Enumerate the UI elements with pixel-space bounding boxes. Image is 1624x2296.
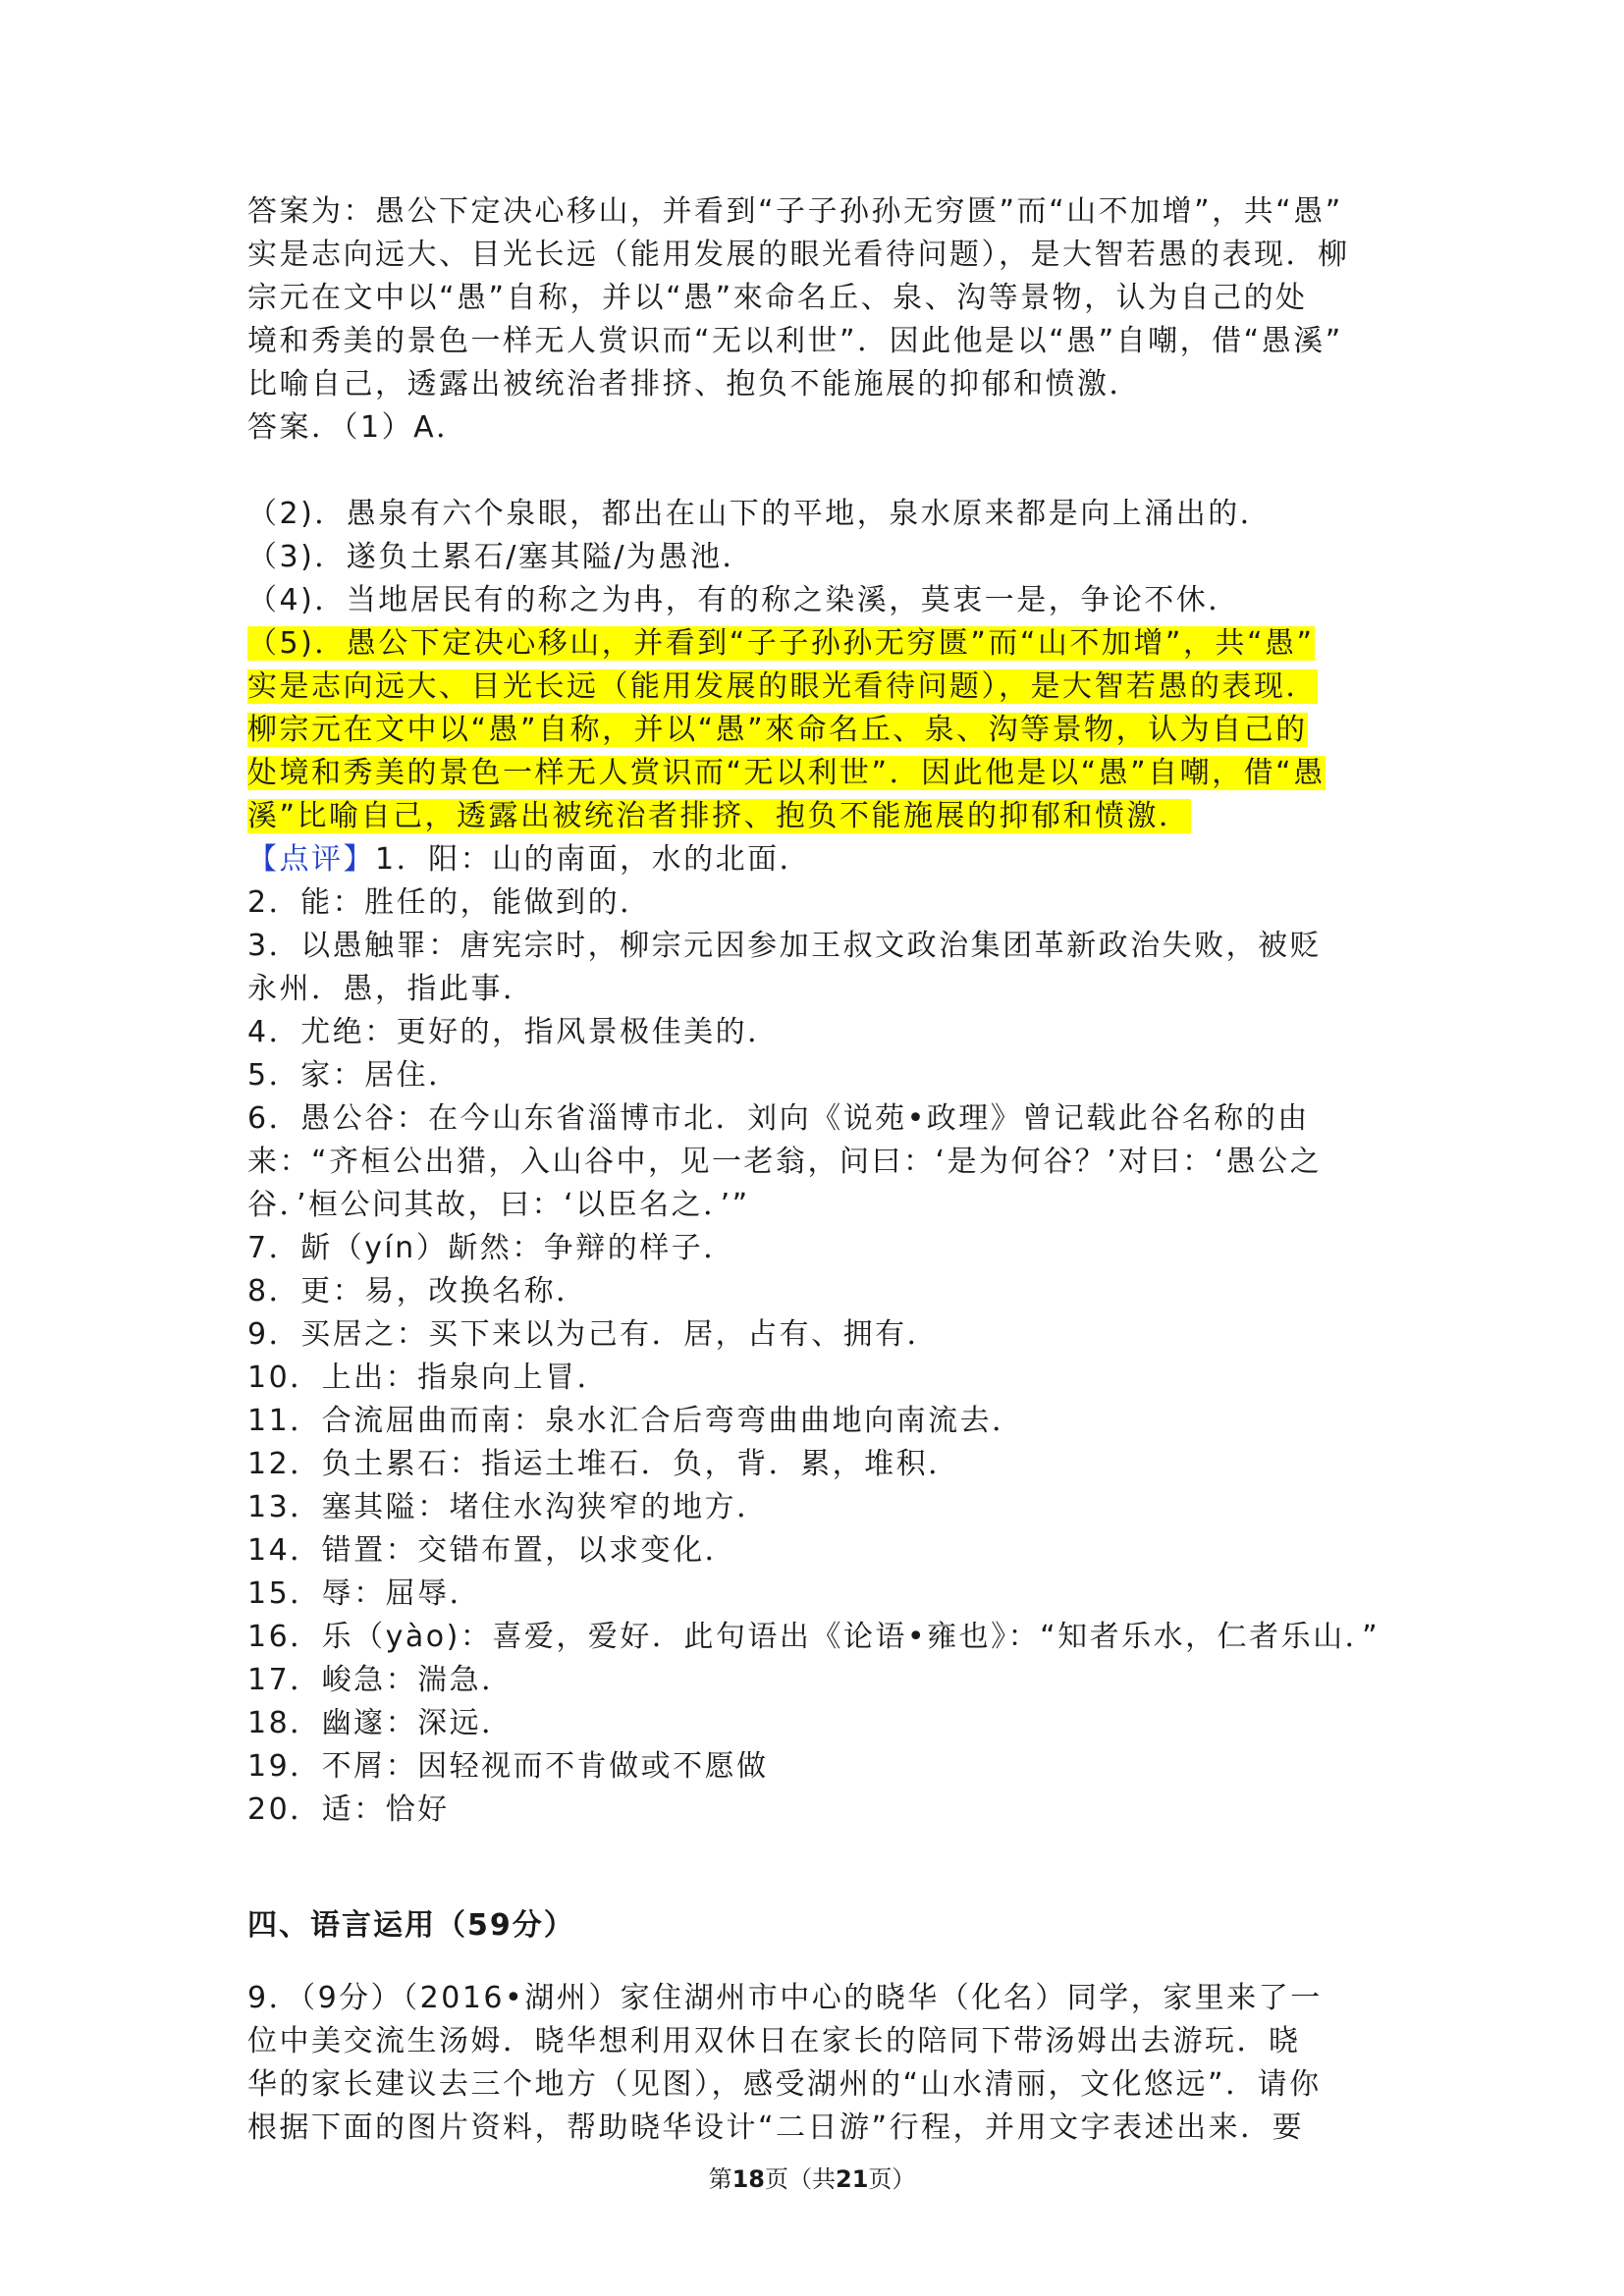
note-line: 12．负土累石：指运土堆石．负，背．累，堆积． — [247, 1447, 960, 1481]
highlight-line — [247, 622, 1394, 666]
note-line: 4．尤绝：更好的，指风景极佳美的． — [247, 1015, 780, 1049]
highlight-line — [247, 795, 1394, 838]
note-line: 13．塞其隘：堵住水沟狭窄的地方． — [247, 1490, 769, 1524]
highlight-text: 溪”比喻自己，透露出被统治者排挤、抱负不能施展的抑郁和愤激． — [247, 799, 1191, 833]
comment-section — [247, 838, 1394, 1832]
answer-block — [247, 190, 1394, 450]
footer-suffix: 页） — [868, 2165, 916, 2193]
comment-first-line — [247, 838, 1394, 881]
note-line: 来：“齐桓公出猎，入山谷中，见一老翁，问曰：‘是为何谷？’对曰：‘愚公之 — [247, 1145, 1323, 1179]
question-line: 根据下面的图片资料，帮助晓华设计“二日游”行程，并用文字表述出来．要 — [247, 2110, 1305, 2145]
note-line: 9．买居之：买下来以为己有．居，占有、拥有． — [247, 1317, 940, 1352]
answer-line: 宗元在文中以“愚”自称，并以“愚”來命名丘、泉、沟等景物，认为自己的处 — [247, 281, 1308, 315]
note-line: 18．幽邃：深远． — [247, 1706, 514, 1740]
note-line: 谷．’桓公问其故，曰：‘以臣名之．’” — [247, 1188, 750, 1222]
note-line: 19．不屑：因轻视而不肯做或不愿做 — [247, 1749, 769, 1784]
question-9 — [247, 1977, 1394, 2150]
note-line: 16．乐（yào)：喜爱，爱好．此句语出《论语•雍也》：“知者乐水，仁者乐山．” — [247, 1620, 1380, 1654]
highlight-text: 处境和秀美的景色一样无人赏识而“无以利世”．因此他是以“愚”自嘲，借“愚 — [247, 756, 1326, 790]
note-line: 11．合流屈曲而南：泉水汇合后弯弯曲曲地向南流去． — [247, 1404, 1024, 1438]
footer-prefix: 第 — [708, 2165, 732, 2193]
comment-text: 1．阳：山的南面，水的北面． — [375, 842, 812, 877]
answer-item: （4)．当地居民有的称之为冉，有的称之染溪，莫衷一是，争论不休． — [247, 583, 1240, 617]
note-line: 2．能：胜任的，能做到的． — [247, 885, 652, 920]
spacer — [247, 1832, 1394, 1875]
footer-page-number: 18 — [731, 2165, 765, 2193]
page-footer — [0, 2160, 1624, 2194]
footer-mid: 页（共 — [765, 2165, 836, 2193]
answer-line: 答案．（1）A． — [247, 410, 468, 445]
answer-line: 实是志向远大、目光长远（能用发展的眼光看待问题），是大智若愚的表现．柳 — [247, 238, 1350, 272]
note-line: 20．适：恰好 — [247, 1792, 450, 1827]
footer-total-pages: 21 — [836, 2165, 869, 2193]
highlight-line — [247, 666, 1394, 709]
answer-line: 答案为：愚公下定决心移山，并看到“子子孙孙无穷匮”而“山不加增”，共“愚” — [247, 194, 1343, 229]
answer-item: （2)．愚泉有六个泉眼，都出在山下的平地，泉水原来都是向上涌出的． — [247, 497, 1272, 531]
note-line: 8．更：易，改换名称． — [247, 1274, 588, 1308]
answer-item: （3)．遂负土累石/塞其隘/为愚池． — [247, 540, 755, 574]
highlighted-answer — [247, 622, 1394, 838]
section-heading: 四、语言运用（59分） — [247, 1908, 575, 1943]
question-line: 华的家长建议去三个地方（见图），感受湖州的“山水清丽，文化悠远”．请你 — [247, 2067, 1322, 2102]
note-line: 14．错置：交错布置，以求变化． — [247, 1533, 737, 1568]
page-content — [247, 190, 1394, 2150]
highlight-line — [247, 752, 1394, 795]
question-line: 位中美交流生汤姆．晓华想利用双休日在家长的陪同下带汤姆出去游玩．晓 — [247, 2024, 1301, 2058]
note-line: 17．峻急：湍急． — [247, 1663, 514, 1697]
note-line: 永州．愚，指此事． — [247, 972, 535, 1006]
answers-list — [247, 493, 1394, 622]
comment-tag: 【点评】 — [247, 842, 375, 877]
highlight-text: 实是志向远大、目光长远（能用发展的眼光看待问题），是大智若愚的表现． — [247, 669, 1318, 704]
highlight-line — [247, 709, 1394, 752]
answer-line: 境和秀美的景色一样无人赏识而“无以利世”．因此他是以“愚”自嘲，借“愚溪” — [247, 324, 1343, 358]
note-line: 3．以愚触罪：唐宪宗时，柳宗元因参加王叔文政治集团革新政治失败，被贬 — [247, 929, 1323, 963]
highlight-text: （5)．愚公下定决心移山，并看到“子子孙孙无穷匮”而“山不加增”，共“愚” — [247, 626, 1315, 661]
question-line: 9．（9分）（2016•湖州）家住湖州市中心的晓华（化名）同学，家里来了一 — [247, 1981, 1323, 2015]
highlight-text: 柳宗元在文中以“愚”自称，并以“愚”來命名丘、泉、沟等景物，认为自己的 — [247, 713, 1308, 747]
answer-line: 比喻自己，透露出被统治者排挤、抱负不能施展的抑郁和愤激． — [247, 367, 1141, 401]
note-line: 5．家：居住． — [247, 1058, 460, 1093]
note-line: 6．愚公谷：在今山东省淄博市北．刘向《说苑•政理》曾记载此谷名称的由 — [247, 1101, 1310, 1136]
note-line: 15．辱：屈辱． — [247, 1576, 482, 1611]
note-line: 10．上出：指泉向上冒． — [247, 1361, 610, 1395]
note-line: 7．龂（yín）龂然：争辩的样子． — [247, 1231, 735, 1265]
spacer — [247, 450, 1394, 493]
